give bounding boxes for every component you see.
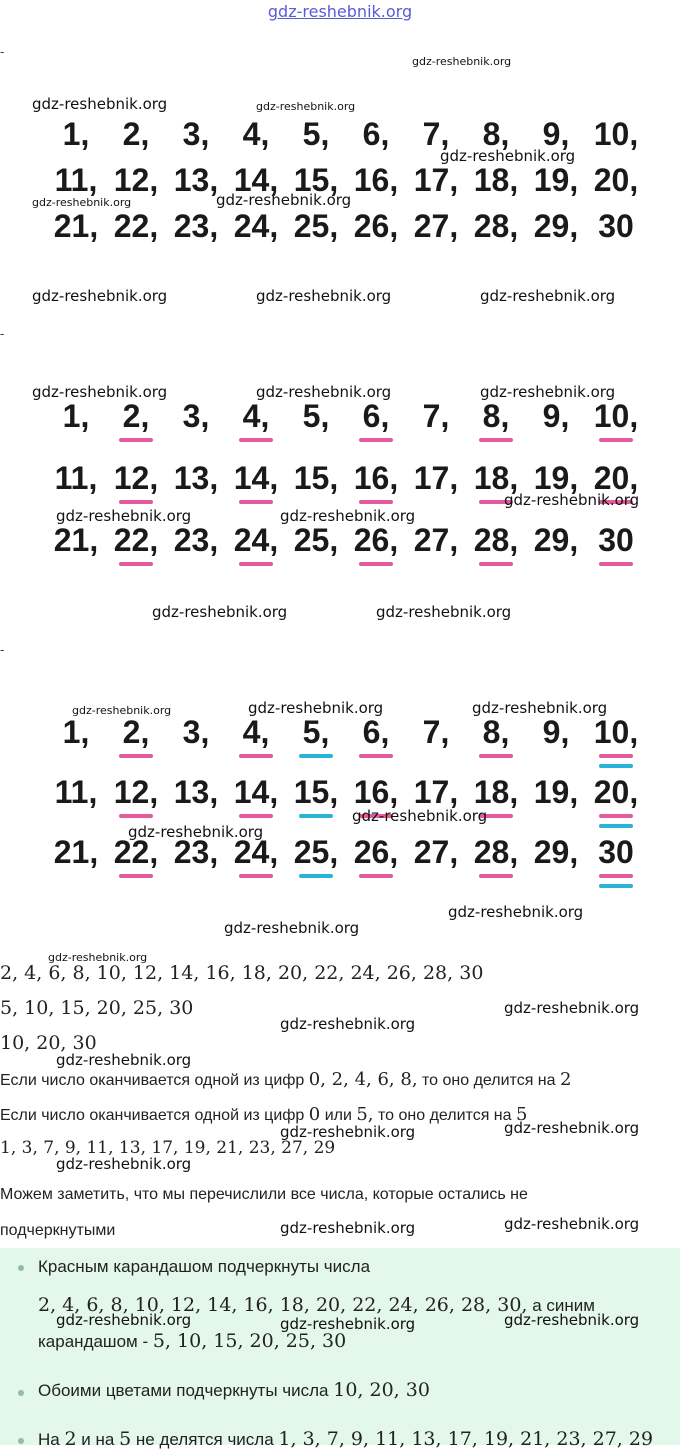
number-cell: 18, [466,772,526,812]
number-cell: 13, [173,460,219,496]
watermark: gdz-reshebnik.org [256,100,356,113]
number-cell: 2, [106,712,166,752]
number-cell: 25, [286,832,346,872]
answer-bullet-1-label: Красным карандашом подчеркнуты числа [38,1257,371,1276]
answer-tail: а синим [532,1296,595,1315]
rule-divisible-2 [0,1069,571,1090]
watermark: gdz-reshebnik.org [56,1311,192,1329]
watermark: gdz-reshebnik.org [56,1051,192,1069]
number-cell: 14, [226,772,286,812]
watermark: gdz-reshebnik.org [32,383,168,401]
number-cell: 3, [182,714,210,750]
number-cell: 22, [106,520,166,560]
blue-underline [599,884,633,888]
number-cell: 6, [346,712,406,752]
watermark: gdz-reshebnik.org [32,95,168,113]
watermark: gdz-reshebnik.org [56,1155,192,1173]
watermark: gdz-reshebnik.org [412,55,512,68]
blue-underline [599,764,633,768]
number-cell: 27, [413,834,459,870]
number-cell: 1, [62,714,90,750]
red-underline [239,438,273,442]
answer-bullet-3 [38,1428,653,1450]
red-underline [239,874,273,878]
watermark: gdz-reshebnik.org [480,383,616,401]
number-cell: 16, [353,162,399,198]
rule-digit: 5, [356,1104,374,1125]
number-cell: 12, [106,458,166,498]
number-cell: 9, [542,116,570,152]
red-underline [119,814,153,818]
red-underline [239,562,273,566]
rule-text: Если число оканчивается одной из цифр [0,1107,305,1124]
watermark: gdz-reshebnik.org [504,1311,640,1329]
fives-list: 5, 10, 15, 20, 25, 30 [0,997,194,1019]
red-underline [119,500,153,504]
red-numbers: 2, 4, 6, 8, 10, 12, 14, 16, 18, 20, 22, 24, 26, 28, 30, [38,1294,528,1316]
number-cell: 11, [54,460,98,496]
watermark: gdz-reshebnik.org [448,903,584,921]
answer-text: и на [81,1430,115,1449]
bullet-dot [18,1438,24,1444]
odd-numbers: 1, 3, 7, 9, 11, 13, 17, 19, 21, 23, 27, 29 [278,1428,654,1450]
number-cell: 11, [54,774,98,810]
number-row [46,206,646,252]
red-underline [119,562,153,566]
red-underline [479,754,513,758]
red-underline [239,814,273,818]
number-row [46,520,646,582]
number-cell: 29, [533,208,579,244]
number-cell: 23, [173,208,219,244]
rule-tail: то оно делится на [378,1107,512,1124]
watermark: gdz-reshebnik.org [280,507,416,525]
watermark: gdz-reshebnik.org [32,287,168,305]
number-cell: 1, [62,116,90,152]
watermark: gdz-reshebnik.org [504,999,640,1017]
divisor-five: 5 [119,1428,132,1450]
number-cell: 21, [53,522,99,558]
number-grid-red-blue [46,712,646,892]
number-cell: 20, [586,458,646,498]
watermark: gdz-reshebnik.org [224,919,360,937]
separator: - [0,326,5,341]
number-cell: 26, [353,208,399,244]
watermark: gdz-reshebnik.org [32,196,132,209]
red-underline [359,874,393,878]
red-underline [359,754,393,758]
number-cell: 29, [533,834,579,870]
number-cell: 15, [293,162,339,198]
number-cell: 25, [293,522,339,558]
number-cell: 2, [106,396,166,436]
watermark: gdz-reshebnik.org [352,807,488,825]
red-underline [599,874,633,878]
rule-tail: то оно делится на [422,1072,556,1089]
blue-underline [299,874,333,878]
watermark: gdz-reshebnik.org [128,823,264,841]
red-underline [119,874,153,878]
watermark: gdz-reshebnik.org [504,491,640,509]
number-cell: 19, [533,774,579,810]
bullet-dot [18,1265,24,1271]
number-cell: 8, [482,116,510,152]
number-cell: 23, [173,522,219,558]
number-cell: 21, [53,208,99,244]
watermark: gdz-reshebnik.org [280,1315,416,1333]
number-cell: 4, [226,396,286,436]
number-cell: 13, [173,162,219,198]
red-underline [479,874,513,878]
number-cell: 13, [173,774,219,810]
number-cell: 16, [346,772,406,812]
number-cell: 15, [286,772,346,812]
header-link[interactable]: gdz-reshebnik.org [267,2,413,21]
number-cell: 20, [593,162,639,198]
answer-block [0,1248,680,1450]
watermark: gdz-reshebnik.org [504,1119,640,1137]
watermark: gdz-reshebnik.org [280,1015,416,1033]
number-cell: 30 [586,832,646,872]
number-row [46,396,646,458]
watermark: gdz-reshebnik.org [216,191,352,209]
blue-underline [299,754,333,758]
number-cell: 22, [113,208,159,244]
number-cell: 11, [54,162,98,198]
number-cell: 29, [533,522,579,558]
number-cell: 14, [226,458,286,498]
number-cell: 30 [598,208,634,244]
watermark: gdz-reshebnik.org [480,287,616,305]
number-cell: 19, [533,162,579,198]
watermark: gdz-reshebnik.org [256,287,392,305]
number-cell: 4, [226,712,286,752]
number-cell: 20, [586,772,646,812]
number-cell: 24, [226,832,286,872]
number-cell: 8, [466,396,526,436]
number-cell: 17, [413,460,459,496]
number-cell: 28, [466,520,526,560]
red-underline [239,500,273,504]
answer-bullet-1-line-2 [38,1330,346,1352]
tens-list: 10, 20, 30 [0,1032,97,1054]
bullet-dot [18,1390,24,1396]
number-cell: 19, [533,460,579,496]
number-cell: 24, [233,208,279,244]
red-underline [599,562,633,566]
number-cell: 15, [293,460,339,496]
red-underline [239,754,273,758]
red-underline [359,562,393,566]
answer-bullet-2 [38,1379,430,1401]
rule-text: Если число оканчивается одной из цифр [0,1072,305,1089]
red-underline [479,562,513,566]
number-cell: 3, [182,116,210,152]
watermark: gdz-reshebnik.org [472,699,608,717]
number-cell: 10, [586,712,646,752]
number-cell: 10, [586,396,646,436]
blue-numbers: 5, 10, 15, 20, 25, 30 [152,1330,347,1352]
number-cell: 7, [422,398,450,434]
number-cell: 1, [62,398,90,434]
watermark: gdz-reshebnik.org [440,147,576,165]
watermark: gdz-reshebnik.org [48,951,148,964]
answer-text: Обоими цветами подчеркнуты числа [38,1381,329,1400]
number-cell: 22, [106,832,166,872]
number-cell: 9, [542,398,570,434]
watermark: gdz-reshebnik.org [376,603,512,621]
number-cell: 28, [473,208,519,244]
number-cell: 24, [226,520,286,560]
red-underline [479,438,513,442]
divisor-two: 2 [64,1428,77,1450]
number-cell: 5, [286,712,346,752]
number-cell: 27, [413,522,459,558]
number-cell: 10, [593,116,639,152]
number-cell: 12, [113,162,159,198]
number-cell: 17, [413,162,459,198]
number-cell: 2, [122,116,150,152]
number-row [46,712,646,772]
number-cell: 28, [466,832,526,872]
number-cell: 18, [473,162,519,198]
number-cell: 8, [466,712,526,752]
rule-digit: 0 [308,1104,321,1125]
number-row [46,832,646,892]
number-cell: 6, [362,116,390,152]
red-underline [599,754,633,758]
blue-underline [599,824,633,828]
number-grid-red [46,396,646,582]
number-cell: 4, [242,116,270,152]
number-cell: 23, [173,834,219,870]
number-grid-plain [46,114,646,252]
answer-text: карандашом - [38,1332,149,1351]
watermark: gdz-reshebnik.org [280,1123,416,1141]
number-cell: 5, [302,116,330,152]
red-underline [359,438,393,442]
number-cell: 16, [346,458,406,498]
number-cell: 14, [233,162,279,198]
red-underline [359,500,393,504]
red-underline [599,814,633,818]
number-cell: 12, [106,772,166,812]
number-cell: 9, [542,714,570,750]
rule-or: или [324,1107,352,1124]
number-cell: 17, [413,774,459,810]
watermark: gdz-reshebnik.org [72,704,172,717]
answer-text: На [38,1430,60,1449]
evens-list: 2, 4, 6, 8, 10, 12, 14, 16, 18, 20, 22, 24, 26, 28, 30 [0,962,484,984]
number-cell: 21, [53,834,99,870]
number-cell: 26, [346,520,406,560]
separator: - [0,44,5,59]
rule-digits: 0, 2, 4, 6, 8, [308,1069,418,1090]
watermark: gdz-reshebnik.org [504,1215,640,1233]
red-underline [599,438,633,442]
watermark: gdz-reshebnik.org [256,383,392,401]
number-cell: 7, [422,714,450,750]
watermark: gdz-reshebnik.org [56,507,192,525]
note-line-2: подчеркнутыми [0,1222,116,1239]
number-cell: 26, [346,832,406,872]
number-cell: 5, [302,398,330,434]
both-numbers: 10, 20, 30 [333,1379,430,1401]
separator: - [0,642,5,657]
rule-divisible-5 [0,1104,527,1125]
watermark: gdz-reshebnik.org [152,603,288,621]
odds-list: 1, 3, 7, 9, 11, 13, 17, 19, 21, 23, 27, 29 [0,1138,336,1158]
watermark: gdz-reshebnik.org [280,1219,416,1237]
rule-number: 2 [560,1069,572,1090]
number-cell: 18, [466,458,526,498]
red-underline [119,754,153,758]
red-underline [119,438,153,442]
number-cell: 6, [346,396,406,436]
blue-underline [299,814,333,818]
rule-number: 5 [516,1104,528,1125]
number-cell: 27, [413,208,459,244]
answer-text: не делятся числа [135,1430,274,1449]
number-cell: 3, [182,398,210,434]
number-cell: 7, [422,116,450,152]
note-line-1: Можем заметить, что мы перечислили все числа, которые остались не [0,1186,528,1203]
watermark: gdz-reshebnik.org [248,699,384,717]
number-cell: 30 [586,520,646,560]
number-cell: 25, [293,208,339,244]
